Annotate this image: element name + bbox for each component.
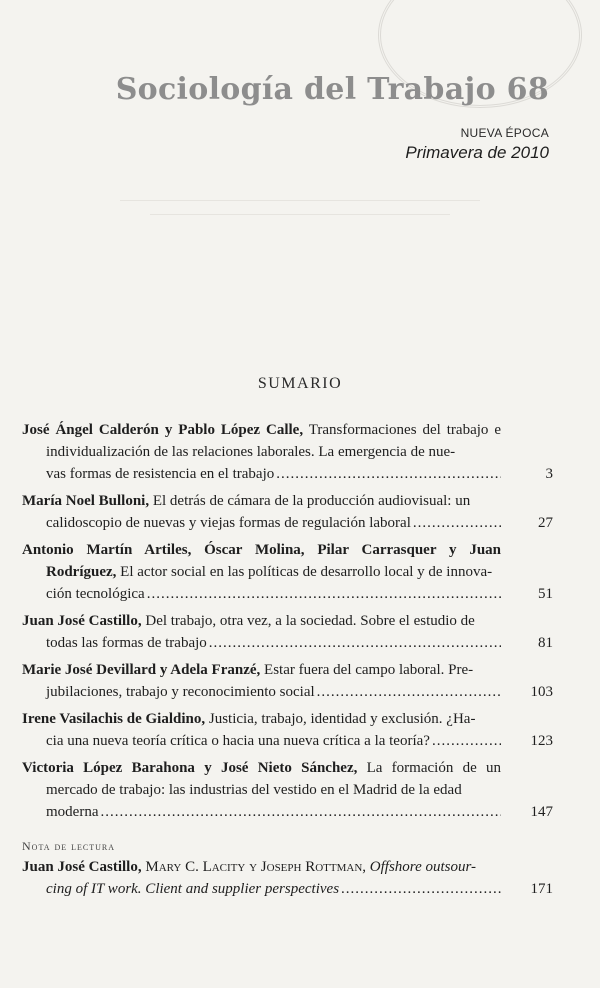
show-through-line xyxy=(120,200,480,201)
entry-authors: Juan José Castillo, xyxy=(22,859,142,875)
entry-page-number: 3 xyxy=(545,466,553,482)
entry-title-end: todas las formas de trabajo xyxy=(46,635,207,651)
entry-authors: Juan José Castillo, xyxy=(22,613,142,629)
toc-entry[interactable] xyxy=(22,708,553,752)
toc-entry[interactable] xyxy=(22,539,553,605)
entry-title: Justicia, trabajo, identidad y exclusión. ¿Ha- xyxy=(205,711,476,727)
dot-leader xyxy=(413,512,501,534)
table-of-contents xyxy=(22,419,553,905)
entry-title: El detrás de cámara de la producción audiovisual: un xyxy=(149,493,471,509)
entry-title: Del trabajo, otra vez, a la sociedad. Sobre el estudio de xyxy=(141,613,475,629)
entry-title: El actor social en las políticas de desarrollo local y de innova- xyxy=(116,564,493,580)
toc-entry[interactable] xyxy=(22,757,553,823)
show-through-line xyxy=(150,214,450,215)
entry-title-end: cing of IT work. Client and supplier perspectives xyxy=(46,881,340,897)
entry-authors: José Ángel Calderón y Pablo López Calle, xyxy=(22,422,304,438)
dot-leader xyxy=(147,583,501,605)
dot-leader xyxy=(341,878,501,900)
entry-page-number: 147 xyxy=(530,804,553,820)
entry-authors: Marie José Devillard y Adela Franzé, xyxy=(22,662,261,678)
entry-title-end: moderna xyxy=(46,804,99,820)
entry-authors: Antonio Martín Artiles, Óscar Molina, Pilar Carrasquer y Juan Rodríguez, xyxy=(22,542,501,580)
entry-title: Transformaciones del trabajo e individualización de las relaciones laborales. La emergencia de nue- xyxy=(46,422,501,460)
toc-entry[interactable] xyxy=(22,659,553,703)
toc-entry[interactable] xyxy=(22,610,553,654)
contents-heading: SUMARIO xyxy=(257,375,343,392)
entry-page-number: 103 xyxy=(530,684,553,700)
entry-title: Offshore outsour- xyxy=(369,859,477,875)
entry-authors: Irene Vasilachis de Gialdino, xyxy=(22,711,206,727)
entry-page-number: 171 xyxy=(530,881,553,897)
entry-authors: Victoria López Barahona y José Nieto Sánchez, xyxy=(22,760,358,776)
issue-season: Primavera de 2010 xyxy=(405,143,549,162)
journal-title: Sociología del Trabajo 68 xyxy=(115,72,549,107)
entry-title: La formación de un mercado de trabajo: las industrias del vestido en el Madrid de la edad xyxy=(46,760,501,798)
entry-title-end: ción tecnológica xyxy=(46,586,145,602)
entry-page-number: 27 xyxy=(538,515,553,531)
entry-authors: María Noel Bulloni, xyxy=(22,493,150,509)
dot-leader xyxy=(276,463,501,485)
entry-title-end: calidoscopio de nuevas y viejas formas de regulación laboral xyxy=(46,515,411,531)
entry-page-number: 123 xyxy=(530,733,553,749)
era-label: NUEVA ÉPOCA xyxy=(460,126,549,140)
dot-leader xyxy=(100,801,501,823)
reading-note-label: Nota de lectura xyxy=(22,839,116,853)
dot-leader xyxy=(432,730,501,752)
reviewed-authors: Mary C. Lacity y Joseph Rottman, xyxy=(141,859,370,875)
entry-title: Estar fuera del campo laboral. Pre- xyxy=(260,662,474,678)
entry-title-end: vas formas de resistencia en el trabajo xyxy=(46,466,275,482)
entry-title-end: cia una nueva teoría crítica o hacia una nueva crítica a la teoría? xyxy=(46,733,430,749)
toc-entry[interactable] xyxy=(22,419,553,485)
toc-entry[interactable] xyxy=(22,490,553,534)
scan-smudge xyxy=(91,905,152,925)
entry-page-number: 51 xyxy=(538,586,553,602)
toc-entry-reading-note[interactable] xyxy=(22,856,553,900)
dot-leader xyxy=(209,632,501,654)
dot-leader xyxy=(317,681,501,703)
entry-page-number: 81 xyxy=(538,635,553,651)
entry-title-end: jubilaciones, trabajo y reconocimiento social xyxy=(46,684,315,700)
